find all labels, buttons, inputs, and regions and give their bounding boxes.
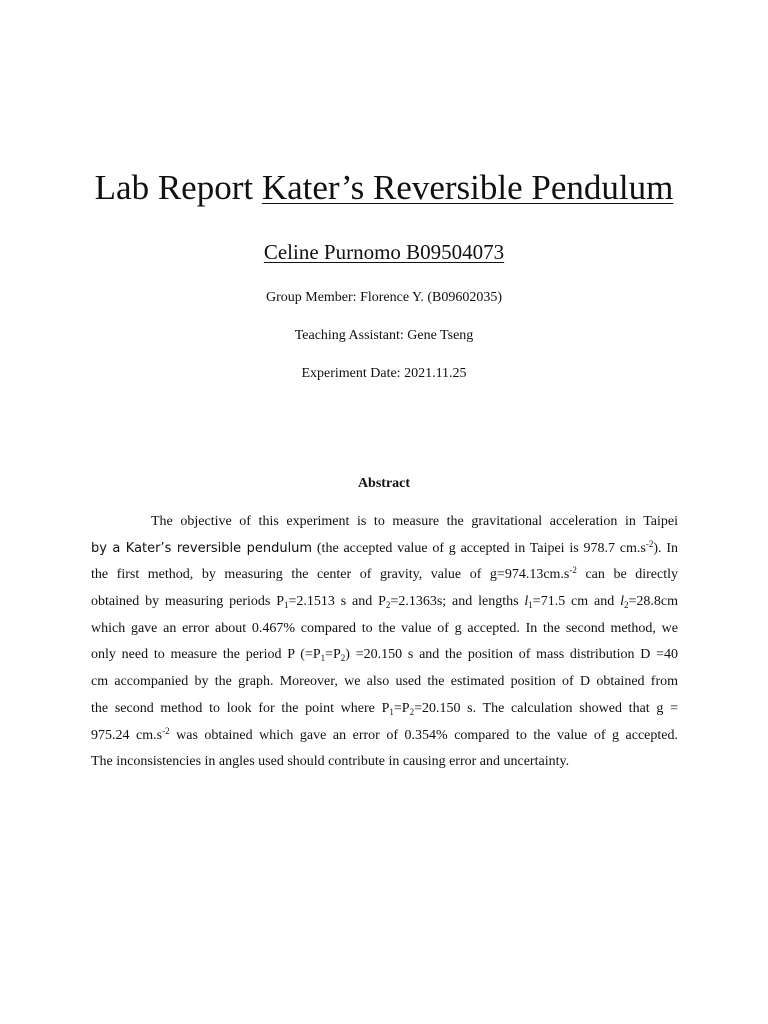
abstract-line-2: by a Kater’s reversible pendulum (the accepted value of g accepted in Taipei is 978.7 $cm.s^{-2}$). In [91, 538, 678, 556]
abstract-line-10: The inconsistencies in angles used should contribute in causing error and uncertainty. [91, 754, 570, 770]
experiment-date: Experiment Date: 2021.11.25 [301, 366, 467, 381]
abstract-line-1: The objective of this experiment is to measure the gravitational acceleration in Taipei [151, 514, 678, 529]
author-line: Celine Purnomo B09504073 [263, 240, 505, 264]
abstract-line-6: only need to measure the period P $(=P_1=P_2) =20.150$ s and the position of mass distribution D =40 [91, 647, 679, 664]
title-prefix: Lab Report [94, 168, 254, 207]
teaching-assistant: Teaching Assistant: Gene Tseng [294, 328, 474, 343]
abstract-line-3: the first method, by measuring the center of gravity, value of $g=974.13cm.s^{-2}$ can be directly [91, 565, 678, 583]
abstract-body [91, 509, 678, 776]
abstract-line-5: which gave an error about 0.467% compared to the value of g accepted. In the second method, we [91, 620, 678, 636]
abstract-line-4: obtained by measuring periods $P_1=2.1513$ s and $P_2=2.1363s$; and lengths $l_1=71.5$ cm and $l_2=28.8cm$ [91, 594, 678, 611]
kater-phrase: by a Kater’s reversible pendulum [91, 540, 313, 556]
title-underlined: Kater’s Reversible Pendulum [261, 168, 674, 207]
abstract-line-8: the second method to look for the point where $P_1=P_2=20.150$ s. The calculation showed that g = [91, 700, 678, 717]
abstract-heading: Abstract [357, 476, 411, 491]
abstract-line-7: cm accompanied by the graph. Moreover, we also used the estimated position of D obtained from [91, 674, 678, 690]
group-member: Group Member: Florence Y. (B09602035) [265, 290, 503, 305]
abstract-line-9: 975.24 $cm.s^{-2}$ was obtained which gave an error of 0.354% compared to the value of g accepted. [91, 725, 679, 743]
report-title [0, 164, 768, 212]
